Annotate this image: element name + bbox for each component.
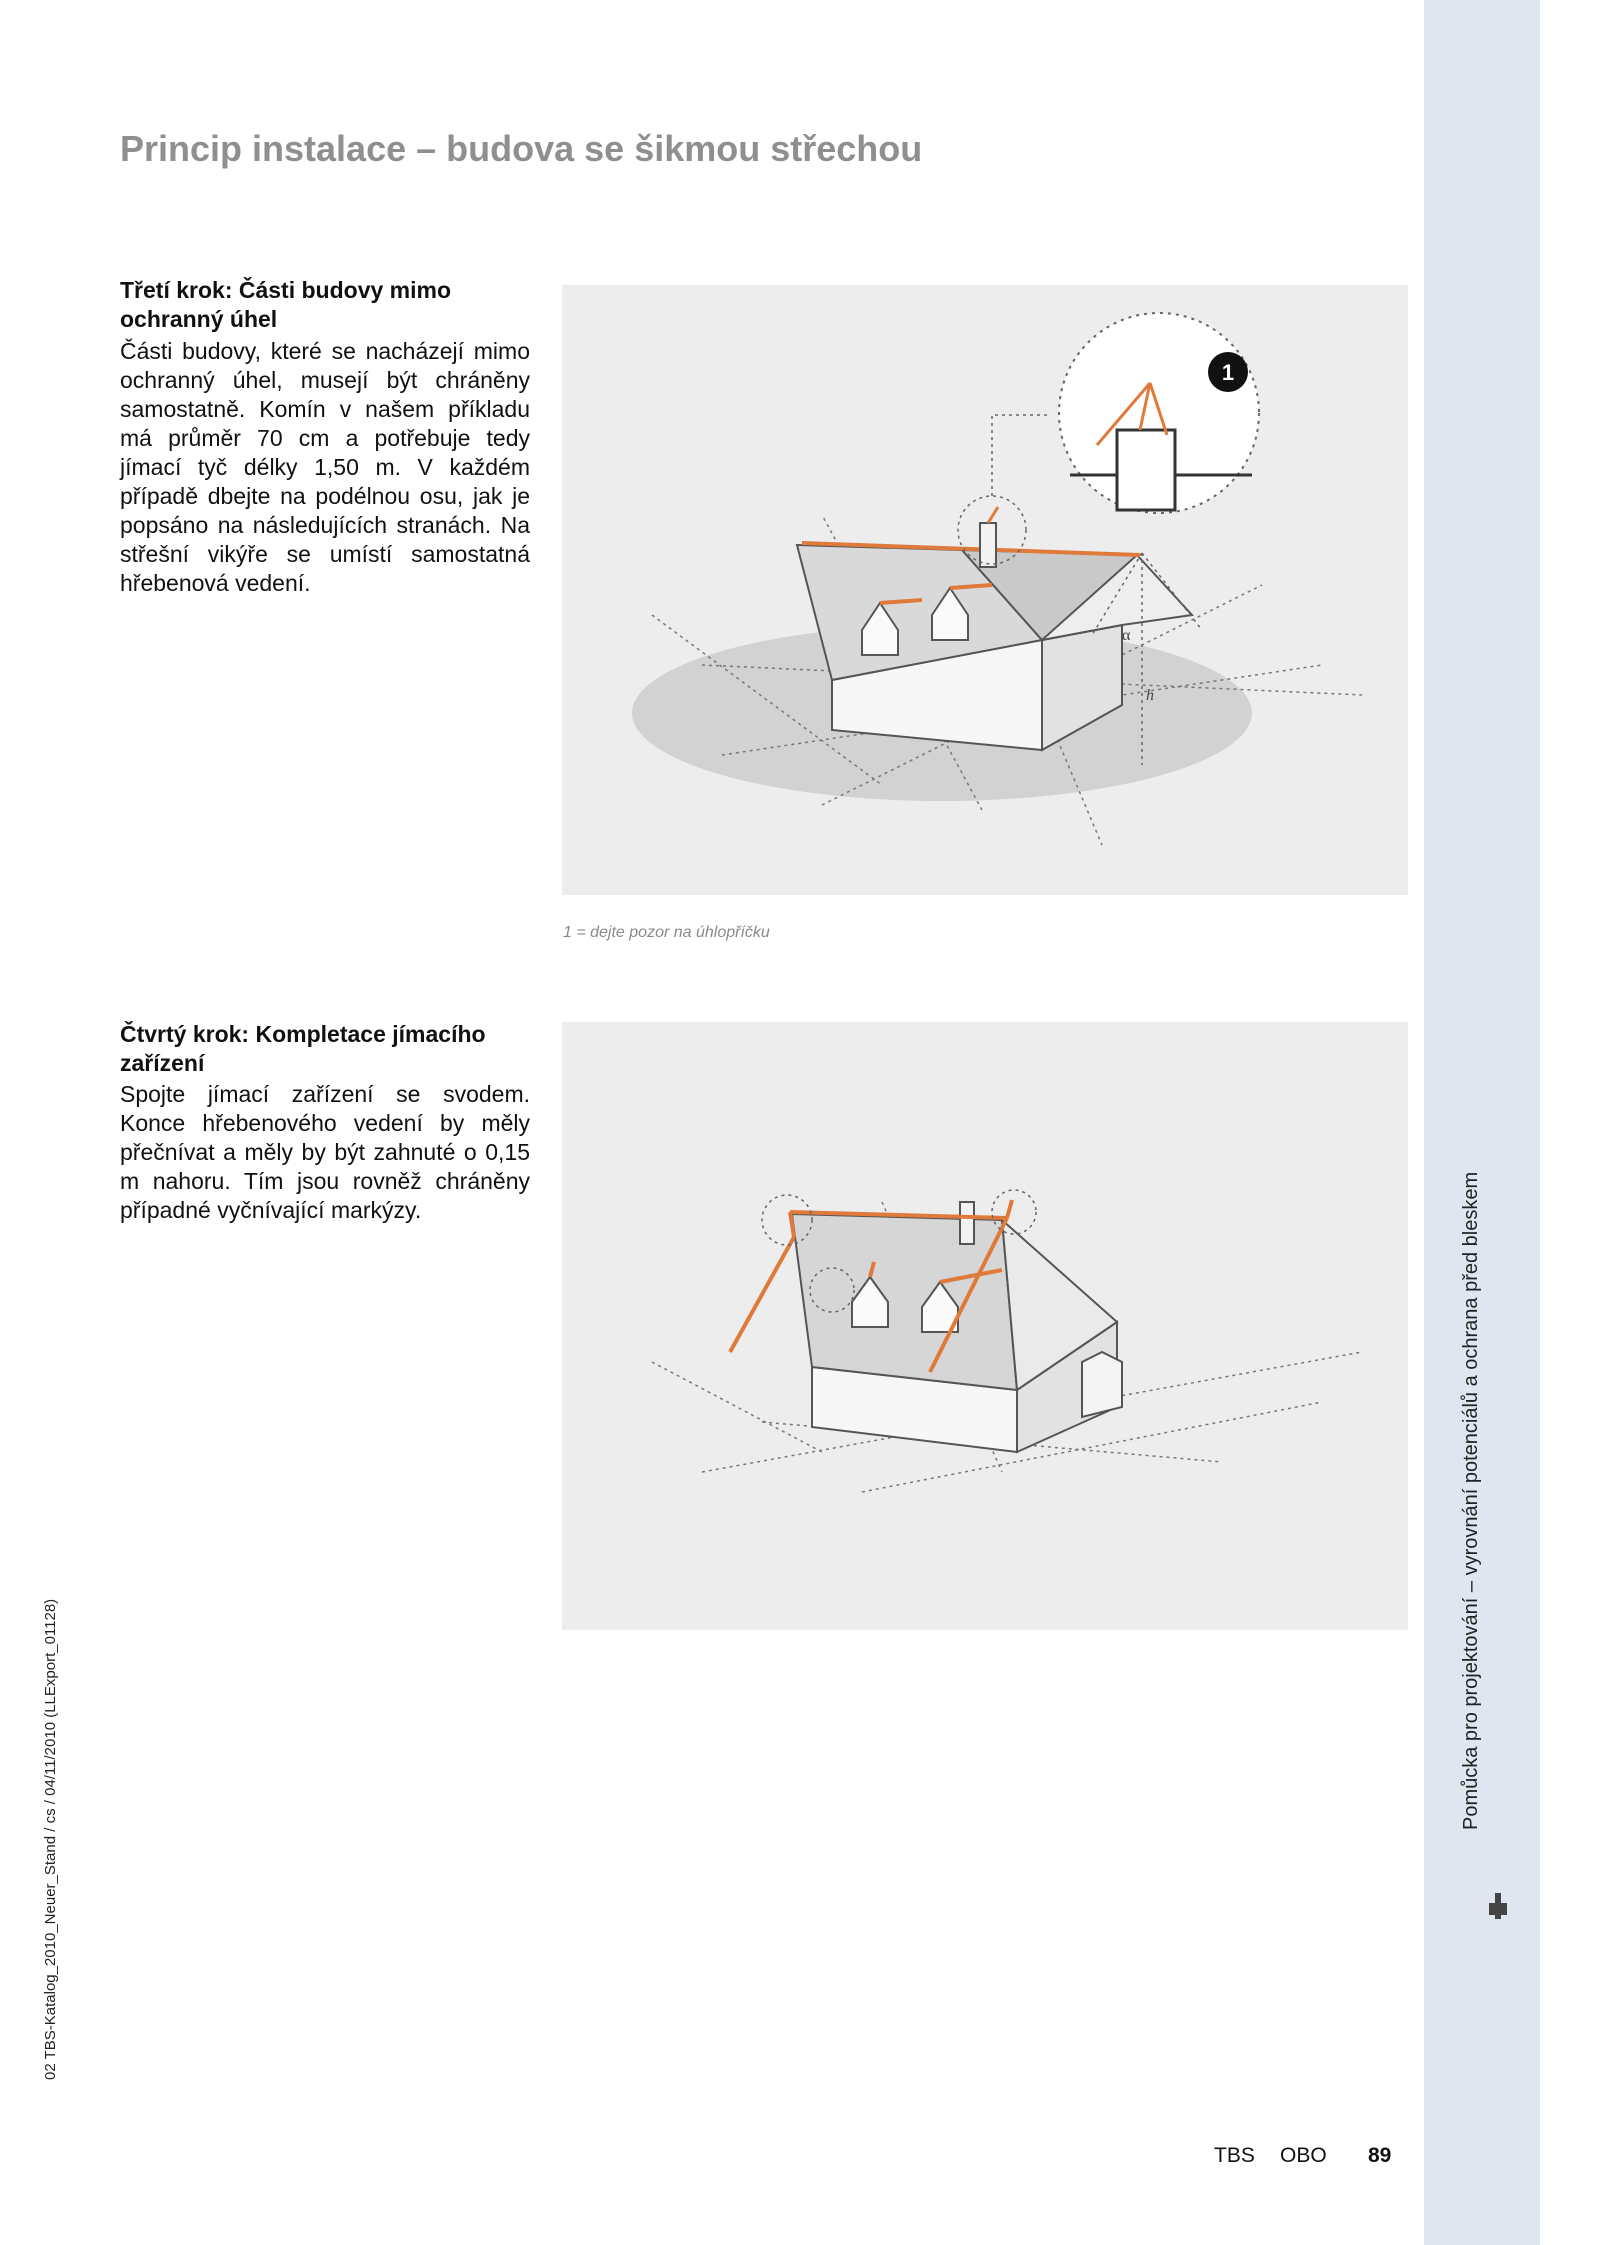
- page-number: 89: [1368, 2144, 1392, 2167]
- footer-tbs: TBS: [1214, 2144, 1255, 2167]
- section-heading-step-3: Třetí krok: Části budovy mimo ochranný úhel: [120, 277, 452, 332]
- margin-print-code: 02 TBS-Katalog_2010_Neuer_Stand / cs / 04/11/2010 (LLExport_01128): [42, 1598, 59, 2080]
- figure-complete-air-termination: [562, 1022, 1408, 1630]
- section-heading-step-4: Čtvrtý krok: Kompletace jímacího zařízení: [120, 1021, 486, 1076]
- side-strip: [1424, 0, 1540, 2245]
- sidebar-title: Pomůcka pro projektování – vyrovnání potenciálů a ochrana před bleskem: [1460, 1171, 1482, 1830]
- section-body-step-3: Části budovy, které se nacházejí mimo ochranný úhel, musejí být chráněny samostatně. Komín v našem příkladu má průměr 70 cm a potřebuje tedy jímací tyč délky 1,50 m. V každém případě dbejte na podélnou osu, jak je popsáno na následujících stranách. Na střešní vikýře se umístí samostatná hřebenová vedení.: [120, 338, 530, 596]
- figure-roof-protection-angle: [562, 285, 1408, 895]
- height-label: h: [1146, 687, 1154, 704]
- page-title: Princip instalace – budova se šikmou střechou: [120, 128, 923, 169]
- figure-caption: 1 = dejte pozor na úhlopříčku: [563, 924, 770, 941]
- section-body-step-4: Spojte jímací zařízení se svodem. Konce hřebenového vedení by měly přečnívat a měly by být zahnuté o 0,15 m nahoru. Tím jsou rovněž chráněny případné vyčnívající markýzy.: [120, 1081, 530, 1223]
- obo-mark-icon: [1487, 1893, 1509, 1919]
- footer-obo: OBO: [1280, 2144, 1327, 2167]
- callout-badge-label: 1: [1221, 360, 1235, 385]
- angle-label: α: [1122, 627, 1131, 644]
